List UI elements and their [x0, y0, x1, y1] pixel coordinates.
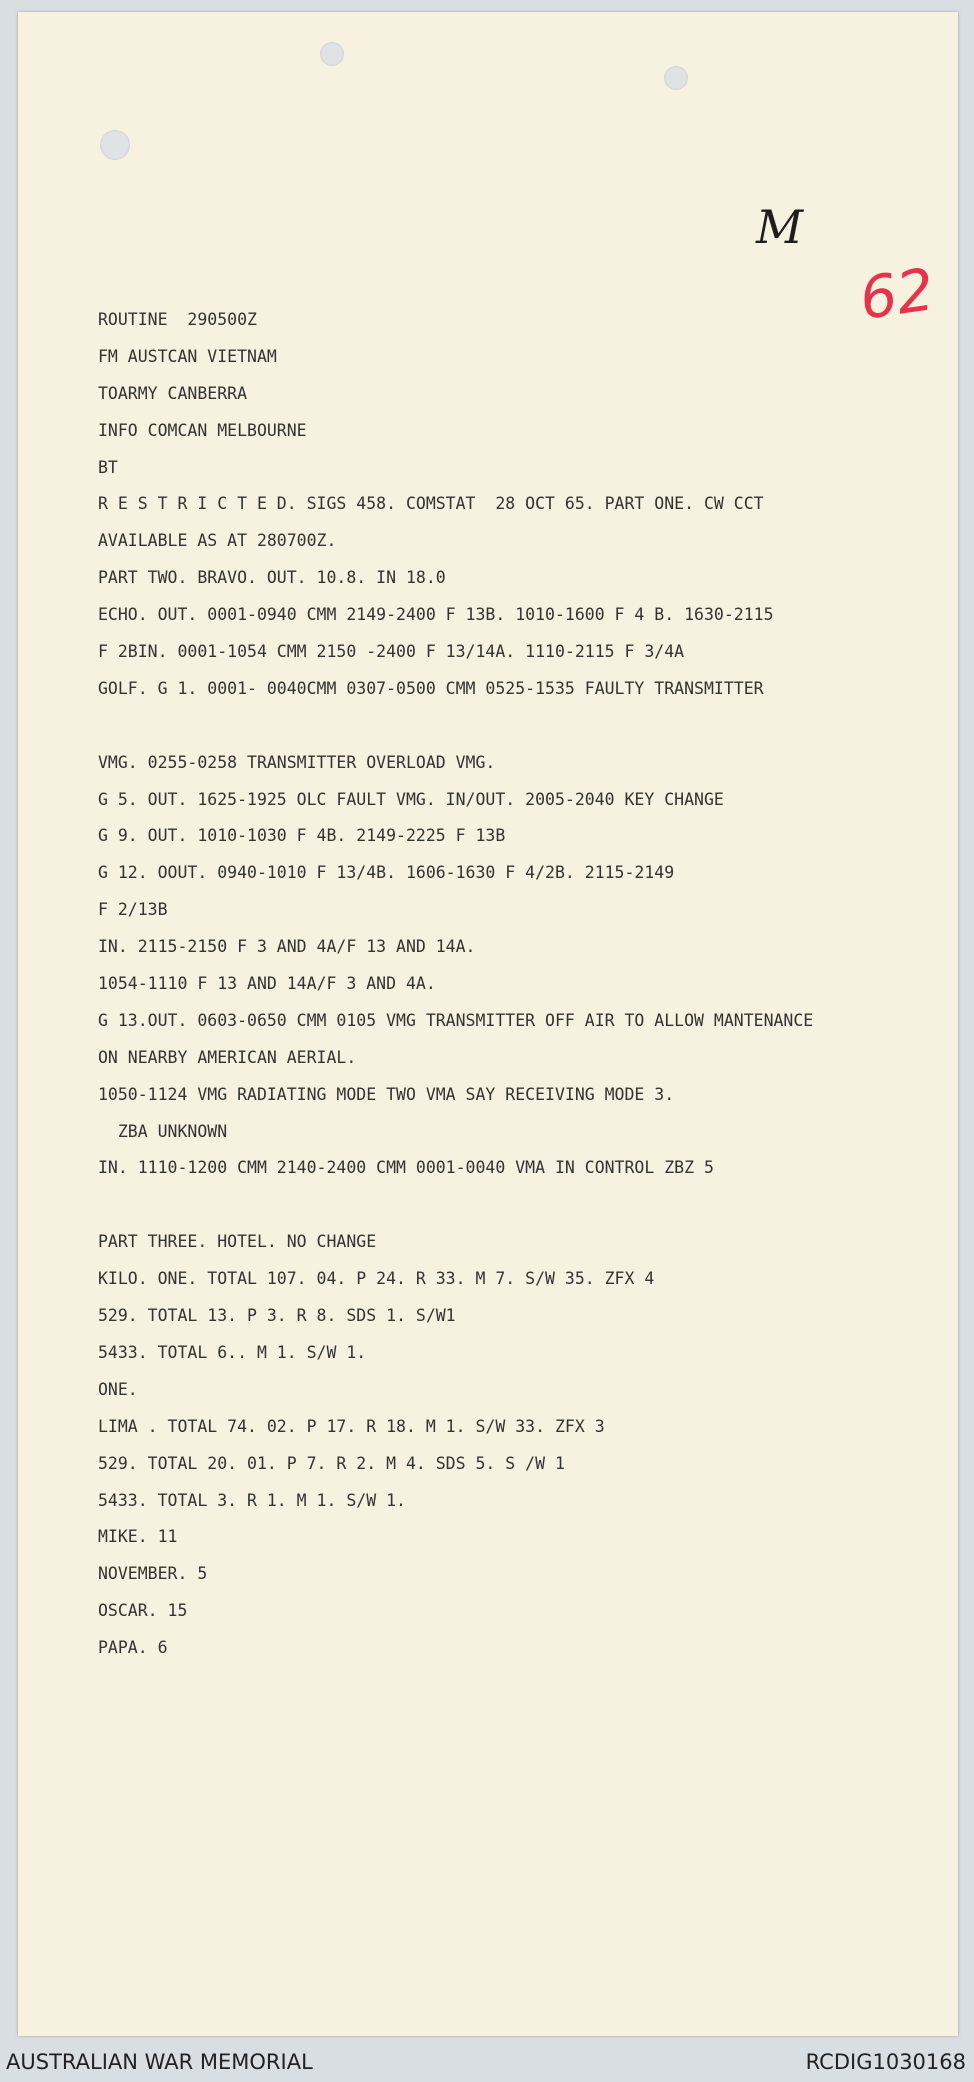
message-line: IN. 2115-2150 F 3 AND 4A/F 13 AND 14A.	[98, 937, 476, 957]
message-line: 529. TOTAL 13. P 3. R 8. SDS 1. S/W1	[98, 1306, 456, 1326]
message-line: G 12. OOUT. 0940-1010 F 13/4B. 1606-1630 F 4/2B. 2115-2149	[98, 863, 675, 883]
message-line: ON NEARBY AMERICAN AERIAL.	[98, 1047, 357, 1067]
message-line: KILO. ONE. TOTAL 107. 04. P 24. R 33. M 7. S/W 35. ZFX 4	[98, 1269, 655, 1289]
blank-line	[98, 708, 958, 745]
record-id: RCDIG1030168	[805, 2050, 966, 2074]
message-line: PART THREE. HOTEL. NO CHANGE	[98, 1232, 377, 1252]
message-line: LIMA . TOTAL 74. 02. P 17. R 18. M 1. S/W 33. ZFX 3	[98, 1416, 605, 1436]
message-line: NOVEMBER. 5	[98, 1564, 208, 1584]
message-line: ZBA UNKNOWN	[98, 1121, 228, 1141]
message-line: FM AUSTCAN VIETNAM	[98, 346, 277, 366]
punch-hole	[664, 66, 688, 90]
message-line: 1050-1124 VMG RADIATING MODE TWO VMA SAY RECEIVING MODE 3.	[98, 1084, 675, 1104]
message-line: AVAILABLE AS AT 280700Z.	[98, 531, 337, 551]
message-line: PAPA. 6	[98, 1638, 168, 1658]
message-line: ECHO. OUT. 0001-0940 CMM 2149-2400 F 13B. 1010-1600 F 4 B. 1630-2115	[98, 605, 774, 625]
message-line: 5433. TOTAL 6.. M 1. S/W 1.	[98, 1342, 367, 1362]
folio-number: 62	[855, 255, 939, 333]
message-line: OSCAR. 15	[98, 1601, 188, 1621]
message-line: ROUTINE 290500Z	[98, 310, 257, 329]
message-line: F 2BIN. 0001-1054 CMM 2150 -2400 F 13/14A. 1110-2115 F 3/4A	[98, 642, 685, 662]
message-line: IN. 1110-1200 CMM 2140-2400 CMM 0001-0040 VMA IN CONTROL ZBZ 5	[98, 1158, 714, 1178]
message-body	[98, 302, 958, 1667]
message-line: GOLF. G 1. 0001- 0040CMM 0307-0500 CMM 0525-1535 FAULTY TRANSMITTER	[98, 678, 764, 698]
message-line: 1054-1110 F 13 AND 14A/F 3 AND 4A.	[98, 974, 436, 994]
handwritten-initials: M	[756, 200, 800, 254]
message-line: PART TWO. BRAVO. OUT. 10.8. IN 18.0	[98, 568, 446, 588]
message-line: MIKE. 11	[98, 1527, 178, 1547]
message-line: TOARMY CANBERRA	[98, 383, 248, 403]
document-page	[18, 12, 958, 2036]
message-line: G 9. OUT. 1010-1030 F 4B. 2149-2225 F 13B	[98, 826, 506, 846]
message-line: F 2/13B	[98, 900, 168, 920]
punch-hole	[320, 42, 344, 66]
message-line: 529. TOTAL 20. 01. P 7. R 2. M 4. SDS 5. S /W 1	[98, 1453, 565, 1473]
institution-label: AUSTRALIAN WAR MEMORIAL	[6, 2050, 313, 2074]
message-line: INFO COMCAN MELBOURNE	[98, 420, 307, 440]
punch-hole	[100, 130, 130, 160]
message-line: BT	[98, 457, 118, 477]
message-line: G 13.OUT. 0603-0650 CMM 0105 VMG TRANSMITTER OFF AIR TO ALLOW MANTENANCE	[98, 1010, 814, 1030]
message-line: G 5. OUT. 1625-1925 OLC FAULT VMG. IN/OUT. 2005-2040 KEY CHANGE	[98, 789, 724, 809]
blank-line	[98, 1187, 958, 1224]
message-line: VMG. 0255-0258 TRANSMITTER OVERLOAD VMG.	[98, 752, 496, 772]
message-line: ONE.	[98, 1379, 138, 1399]
message-line: R E S T R I C T E D. SIGS 458. COMSTAT 28 OCT 65. PART ONE. CW CCT	[98, 494, 764, 514]
message-line: 5433. TOTAL 3. R 1. M 1. S/W 1.	[98, 1490, 406, 1510]
